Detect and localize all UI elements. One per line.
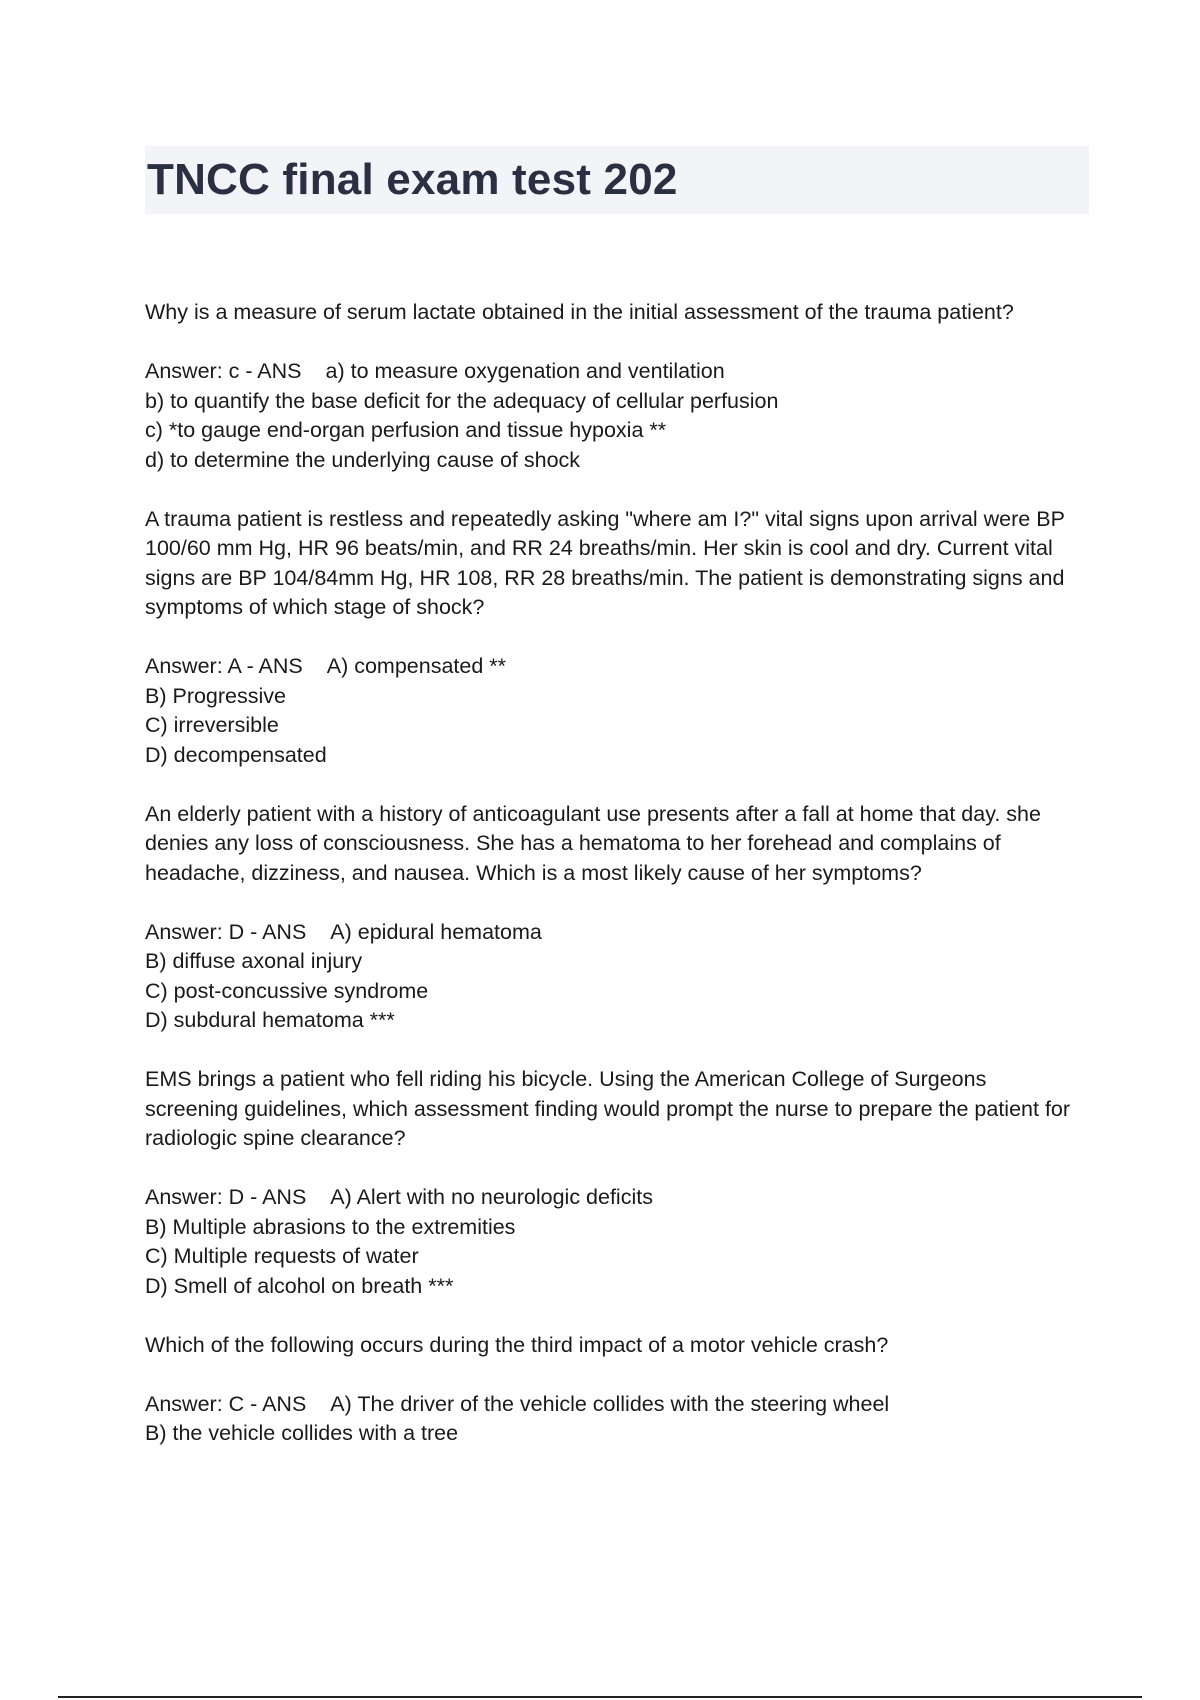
document-body [145, 298, 1085, 1478]
answer-line [145, 357, 1085, 387]
answer-block [145, 1183, 1085, 1301]
qa-item [145, 1065, 1085, 1301]
answer-prefix: Answer: c - ANS [145, 359, 302, 383]
answer-prefix: Answer: A - ANS [145, 654, 303, 678]
answer-line [145, 918, 1085, 948]
page-bottom-rule [58, 1696, 1142, 1698]
option-text: a) to measure oxygenation and ventilation [325, 359, 725, 383]
question-text: Why is a measure of serum lactate obtained in the initial assessment of the trauma patient? [145, 300, 1014, 324]
answer-line [145, 1183, 1085, 1213]
option-text: C) Multiple requests of water [145, 1244, 419, 1268]
qa-item [145, 1331, 1085, 1449]
option-text: C) irreversible [145, 713, 279, 737]
question-text: A trauma patient is restless and repeatedly asking "where am I?" vital signs upon arrival were BP 100/60 mm Hg, HR 96 beats/min, and RR 24 breaths/min. Her skin is cool and dry. Current vital signs are BP 104/84mm Hg, HR 108, RR 28 breaths/min. The patient is demonstrating signs and symptoms of which stage of shock? [145, 506, 1065, 619]
option-text: B) Progressive [145, 683, 286, 708]
answer-block [145, 1390, 1085, 1449]
qa-item [145, 298, 1085, 475]
question-text: An elderly patient with a history of anticoagulant use presents after a fall at home that day. she denies any loss of consciousness. She has a hematoma to her forehead and complains of headache, dizziness, and nausea. Which is a most likely cause of her symptoms? [145, 801, 1041, 885]
answer-prefix: Answer: C - ANS [145, 1391, 307, 1416]
answer-line [145, 1390, 1085, 1420]
option-text: c) *to gauge end-organ perfusion and tissue hypoxia ** [145, 418, 667, 442]
answer-prefix: Answer: D - ANS [145, 1185, 307, 1209]
option-text: B) Multiple abrasions to the extremities [145, 1214, 516, 1239]
option-text: C) post-concussive syndrome [145, 978, 429, 1003]
qa-item [145, 505, 1085, 771]
option-text: A) epidural hematoma [330, 919, 542, 944]
option-text: A) compensated ** [326, 654, 506, 678]
option-text: A) Alert with no neurologic deficits [330, 1185, 653, 1209]
option-text: D) subdural hematoma *** [145, 1008, 395, 1032]
option-text: B) the vehicle collides with a tree [145, 1421, 459, 1445]
option-text: d) to determine the underlying cause of shock [145, 447, 581, 472]
option-text: D) decompensated [145, 742, 327, 767]
answer-prefix: Answer: D - ANS [145, 919, 307, 944]
option-text: A) The driver of the vehicle collides with the steering wheel [330, 1391, 890, 1416]
qa-item [145, 800, 1085, 1036]
option-text: D) Smell of alcohol on breath *** [145, 1273, 454, 1298]
option-text: b) to quantify the base deficit for the adequacy of cellular perfusion [145, 388, 779, 413]
option-text: B) diffuse axonal injury [145, 949, 363, 973]
answer-block [145, 652, 1085, 770]
title-bar [145, 146, 1089, 214]
answer-block [145, 357, 1085, 475]
answer-line [145, 652, 1085, 682]
question-text: EMS brings a patient who fell riding his bicycle. Using the American College of Surgeons screening guidelines, which assessment finding would prompt the nurse to prepare the patient for radiologic spine clearance? [145, 1067, 1071, 1150]
answer-block [145, 918, 1085, 1036]
question-text: Which of the following occurs during the third impact of a motor vehicle crash? [145, 1332, 889, 1357]
document-title: TNCC final exam test 202 [147, 155, 678, 204]
